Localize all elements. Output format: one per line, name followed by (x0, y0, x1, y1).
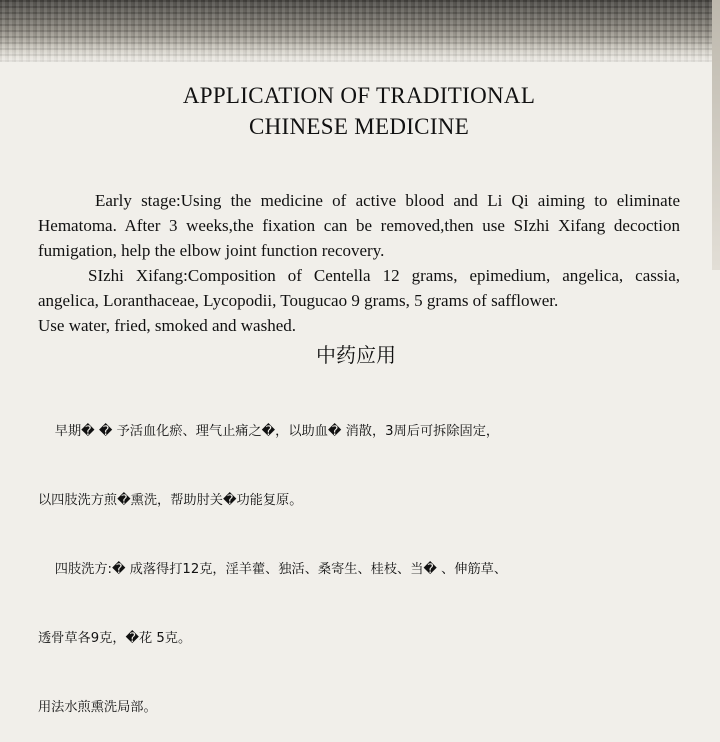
chinese-line: 早期� � 予活血化瘀、理气止痛之�，以助血� 消散，3周后可拆除固定， (38, 424, 500, 439)
chinese-line: 以四肢洗方煎�熏洗，帮助肘关�功能复原。 (38, 493, 303, 508)
chinese-heading: 中药应用 (316, 343, 396, 367)
chinese-line: 四肢洗方:� 成落得打12克，淫羊藿、独活、桑寄生、桂枝、当� 、伸筋草、 (38, 562, 508, 577)
english-paragraph-usage: Use water, fried, smoked and washed. (38, 316, 297, 335)
english-paragraph-early-stage: Early stage:Using the medicine of active blood and Li Qi aiming to eliminate Hematoma. After 3 weeks,the fixation can be removed,then use SIzhi Xifang decoction fumigation, help the elbow joint function recovery. (38, 191, 680, 260)
english-paragraph-composition: SIzhi Xifang:Composition of Centella 12 grams, epimedium, angelica, cassia, angelica, Loranthaceae, Lycopodii, Tougucao 9 grams, 5 grams of safflower. (38, 266, 680, 310)
slide-title (0, 80, 720, 142)
banner-fade (0, 40, 720, 80)
title-line-2: CHINESE MEDICINE (248, 114, 470, 139)
chinese-body (38, 374, 688, 742)
chinese-line: 透骨草各9克，�花 5克。 (38, 631, 192, 646)
chinese-line: 用法水煎熏洗局部。 (38, 700, 157, 715)
title-line-1: APPLICATION OF TRADITIONAL (182, 83, 536, 108)
english-body (38, 188, 680, 338)
